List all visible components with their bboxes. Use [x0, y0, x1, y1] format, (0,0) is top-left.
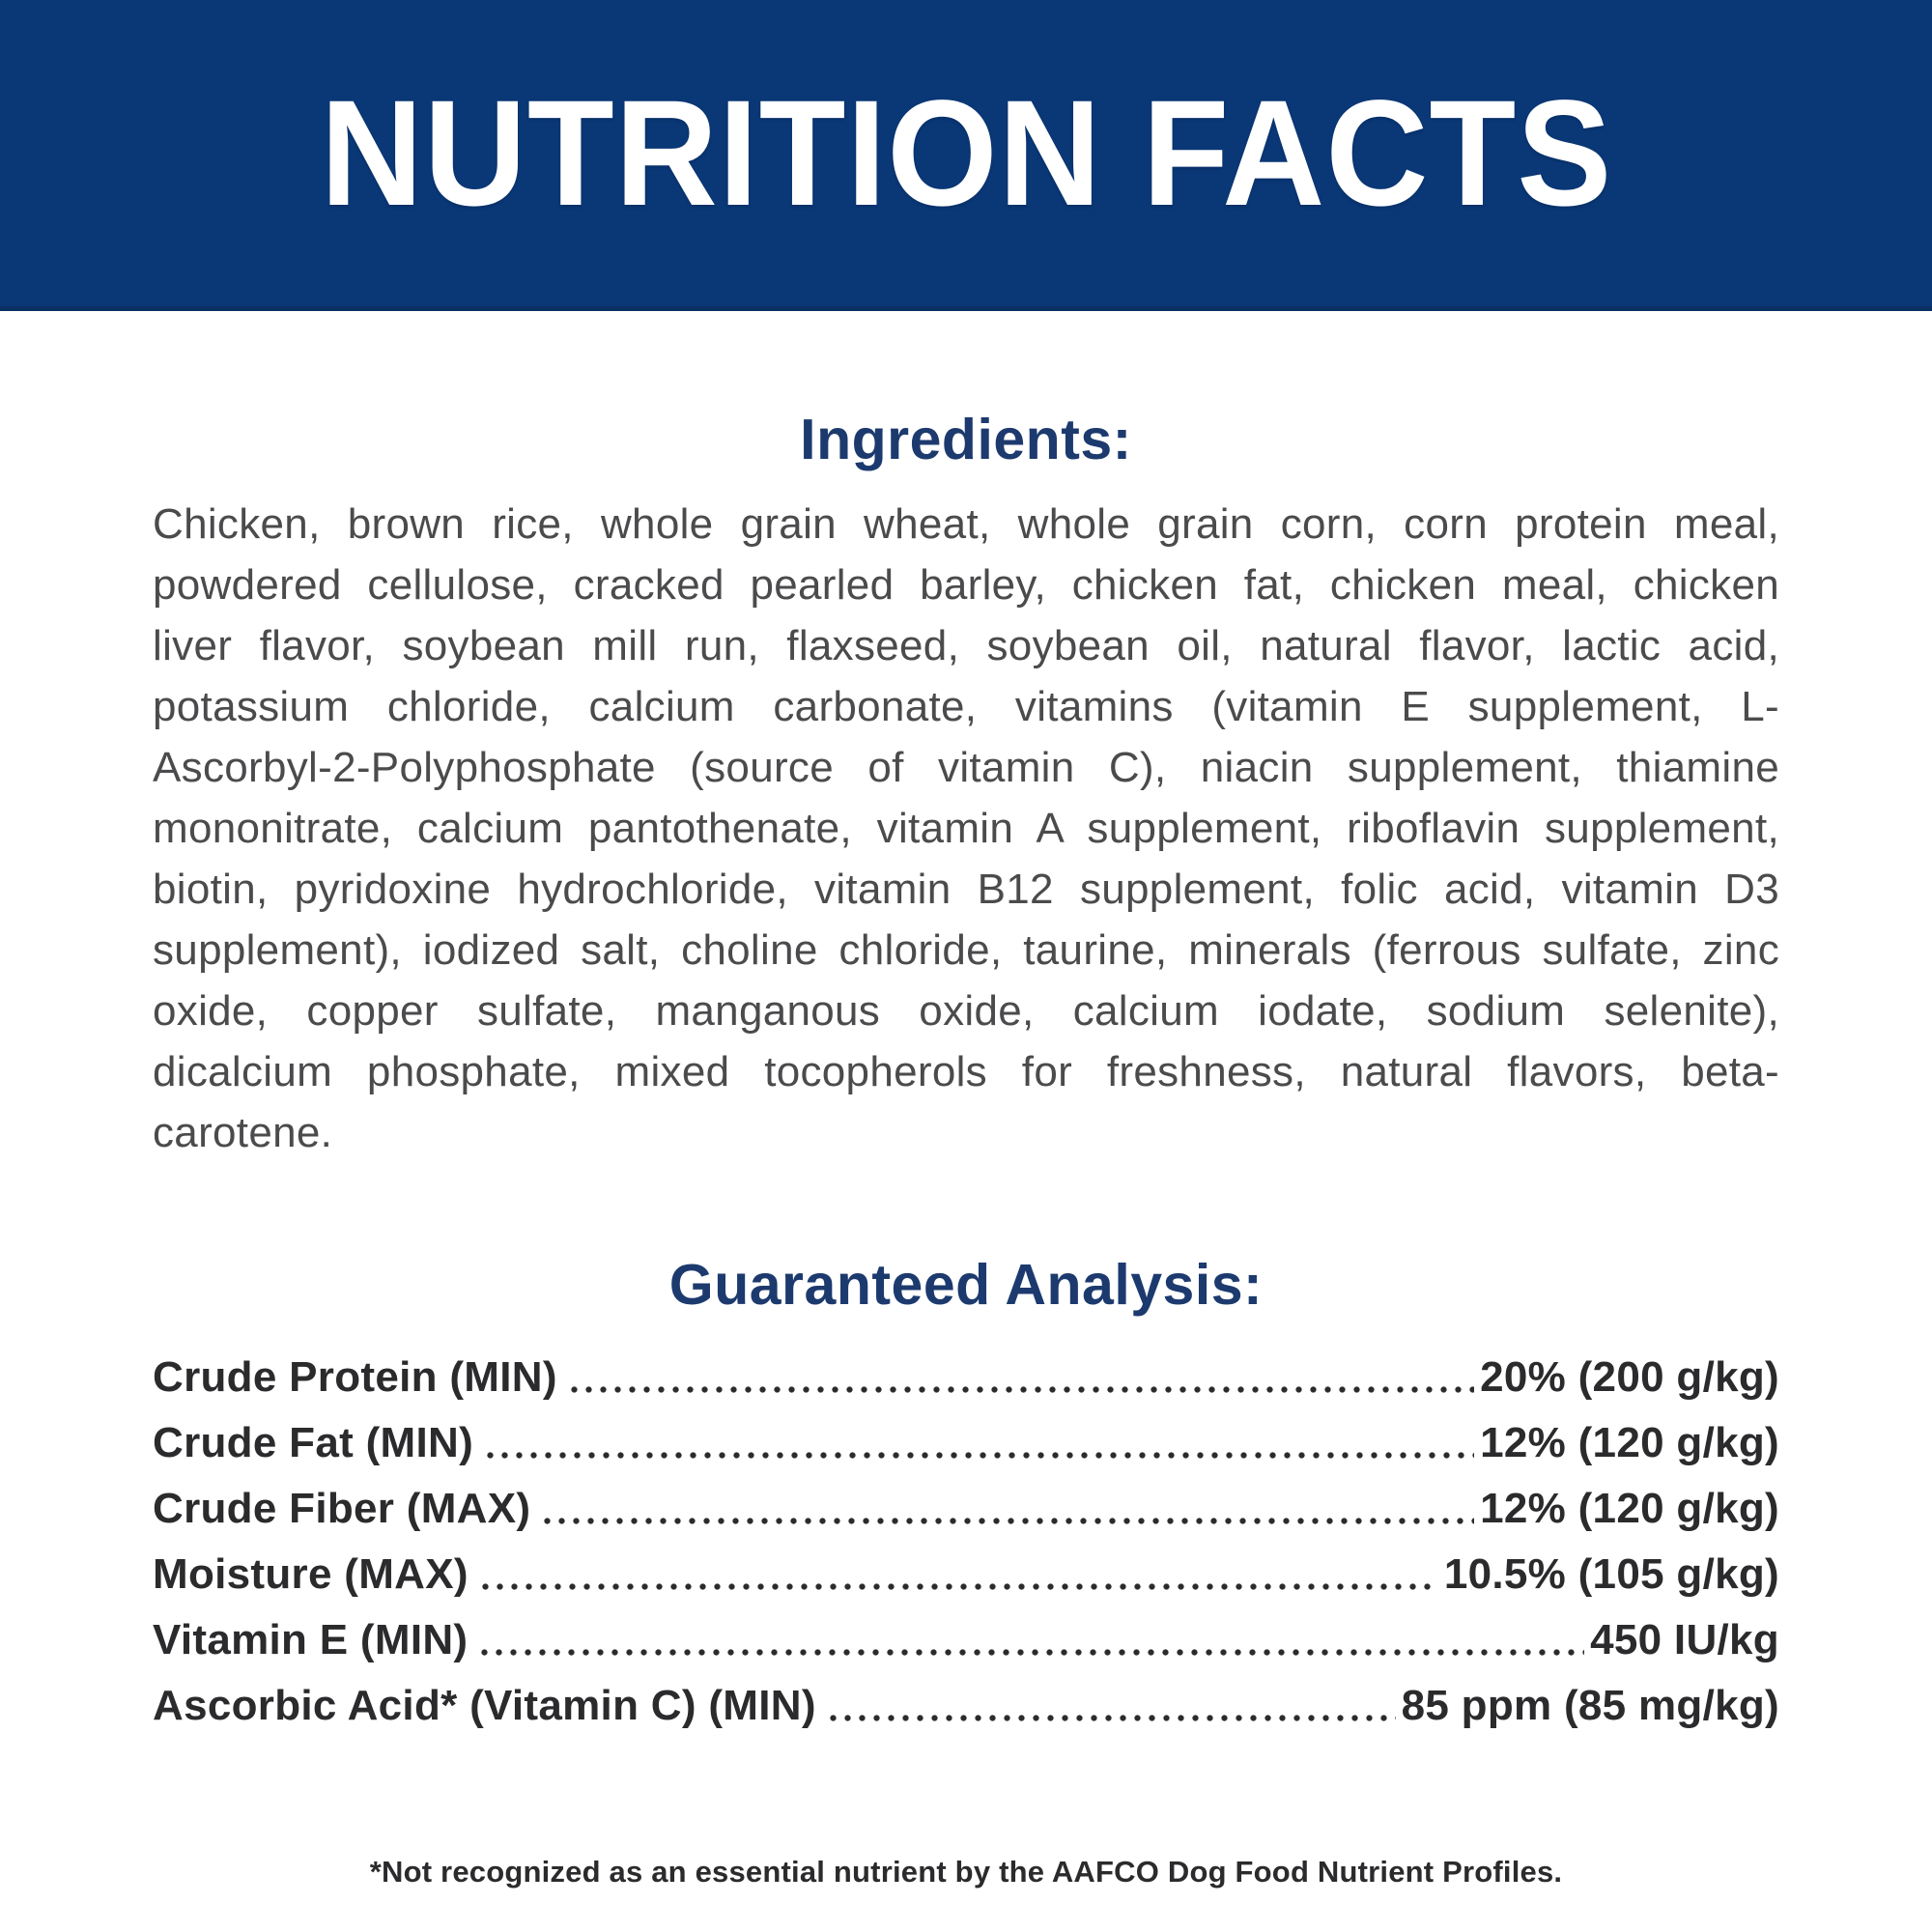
dotted-leader [826, 1711, 1396, 1722]
dotted-leader [540, 1514, 1474, 1525]
header-band [0, 0, 1932, 311]
row-value: 12% (120 g/kg) [1480, 1419, 1779, 1466]
page-title: NUTRITION FACTS [320, 68, 1612, 238]
row-value: 10.5% (105 g/kg) [1443, 1550, 1779, 1598]
aafco-footnote: *Not recognized as an essential nutrient by the AAFCO Dog Food Nutrient Profiles. [369, 1855, 1563, 1889]
analysis-row-crude-fat [153, 1418, 1779, 1468]
dotted-leader [477, 1645, 1584, 1657]
ingredients-heading: Ingredients: [800, 408, 1132, 471]
analysis-row-ascorbic-acid [153, 1681, 1779, 1731]
row-value: 20% (200 g/kg) [1480, 1353, 1779, 1401]
dotted-leader [478, 1579, 1438, 1591]
guaranteed-analysis-heading: Guaranteed Analysis: [668, 1253, 1264, 1317]
row-value: 450 IU/kg [1590, 1616, 1779, 1663]
row-label: Ascorbic Acid* (Vitamin C) (MIN) [153, 1682, 816, 1729]
row-value: 85 ppm (85 mg/kg) [1401, 1682, 1779, 1729]
row-label: Crude Fiber (MAX) [153, 1485, 531, 1532]
row-label: Crude Protein (MIN) [153, 1353, 557, 1401]
row-value: 12% (120 g/kg) [1480, 1485, 1779, 1532]
analysis-row-crude-protein [153, 1352, 1779, 1403]
row-label: Vitamin E (MIN) [153, 1616, 469, 1663]
dotted-leader [567, 1382, 1474, 1394]
row-label: Moisture (MAX) [153, 1550, 469, 1598]
analysis-row-moisture [153, 1549, 1779, 1600]
guaranteed-analysis-table [153, 1352, 1779, 1731]
ingredients-text: Chicken, brown rice, whole grain wheat, whole grain corn, corn protein meal, powdered cellulose, cracked pearled barley, chicken fat, chicken meal, chicken liver flavor, soybean mill run, flaxseed, soybean oil, natural flavor, lactic acid, potassium chloride, calcium carbonate, vitamins (vitamin E supplement, L-Ascorbyl-2-Polyphosphate (source of vitamin C), niacin supplement, thiamine mononitrate, calcium pantothenate, vitamin A supplement, riboflavin supplement, biotin, pyridoxine hydrochloride, vitamin B12 supplement, folic acid, vitamin D3 supplement), iodized salt, choline chloride, taurine, minerals (ferrous sulfate, zinc oxide, copper sulfate, manganous oxide, calcium iodate, sodium selenite), dicalcium phosphate, mixed tocopherols for freshness, natural flavors, beta-carotene. [153, 500, 1779, 1156]
row-label: Crude Fat (MIN) [153, 1419, 474, 1466]
analysis-row-vitamin-e [153, 1615, 1779, 1665]
analysis-row-crude-fiber [153, 1484, 1779, 1534]
content-column [0, 407, 1932, 1889]
dotted-leader [483, 1448, 1474, 1460]
